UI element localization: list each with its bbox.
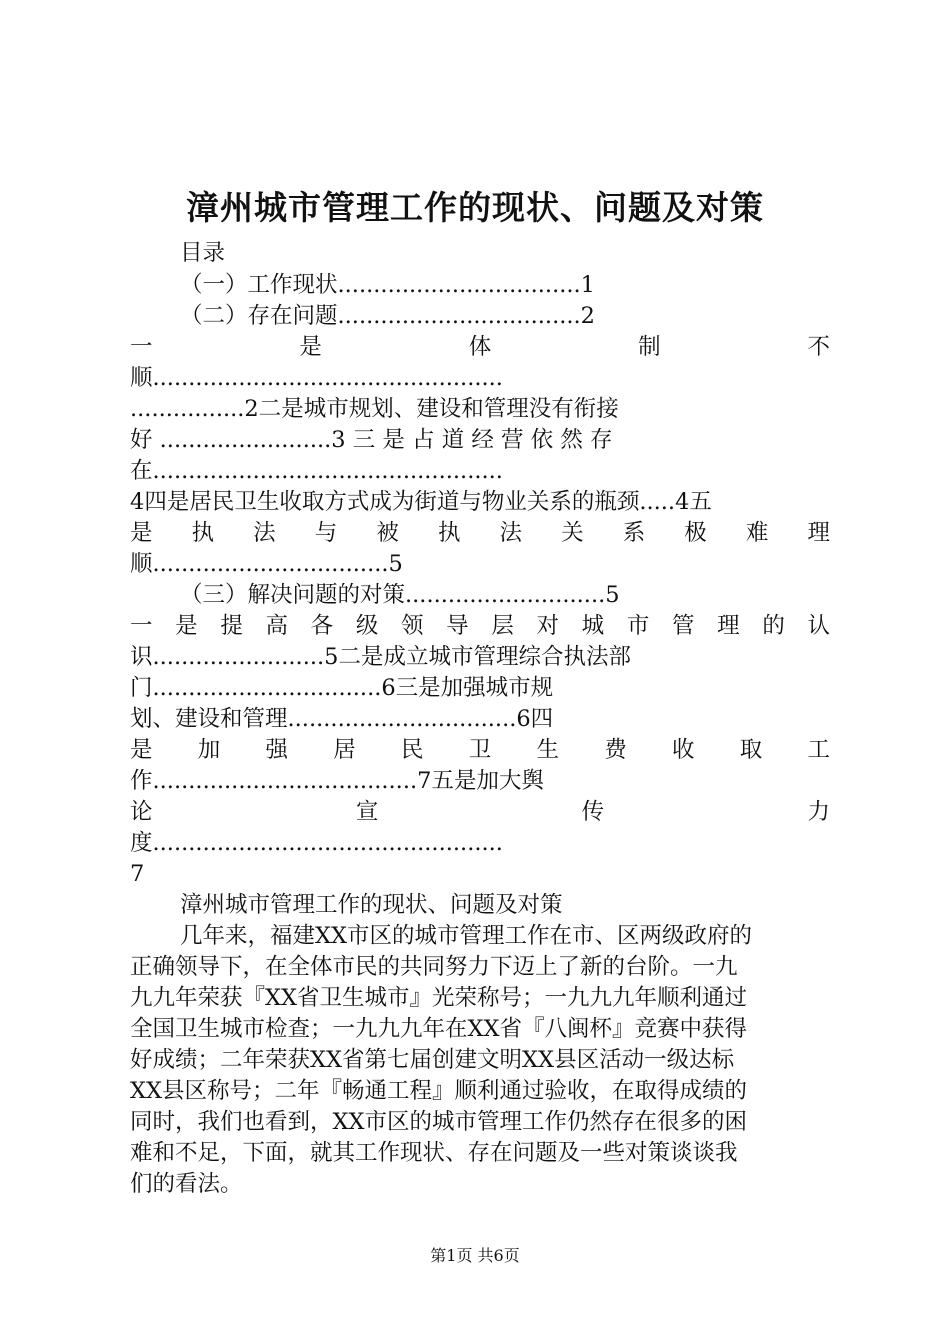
toc-line: 一 是 体 制 不 — [130, 334, 830, 360]
toc-line: 作.....................................7五是加大舆 — [130, 768, 544, 794]
body-line: 好成绩；二年荣获XX省第七届创建文明XX县区活动一级达标 — [130, 1047, 735, 1073]
toc-line: 度................................................. — [130, 830, 503, 856]
body-line: 难和不足，下面，就其工作现状、存在问题及一些对策谈谈我 — [130, 1140, 738, 1166]
toc-line: 识........................5二是成立城市管理综合执法部 — [130, 644, 631, 670]
toc-line: 顺.................................5 — [130, 551, 403, 577]
toc-line: （三）解决问题的对策............................5 — [180, 582, 620, 608]
body-line: 全国卫生城市检查；一九九九年在XX省『八闽杯』竞赛中获得 — [130, 1016, 748, 1042]
body-line: XX县区称号；二年『畅通工程』顺利通过验收，在取得成绩的 — [130, 1078, 748, 1104]
toc-line: （一）工作现状..................................1 — [180, 272, 595, 298]
body-heading: 漳州城市管理工作的现状、问题及对策 — [180, 892, 563, 918]
toc-line: 一 是 提 高 各 级 领 导 层 对 城 市 管 理 的 认 — [130, 613, 830, 639]
toc-line: 论 宣 传 力 — [130, 799, 830, 825]
toc-line: 顺................................................. — [130, 365, 503, 391]
body-line: 们的看法。 — [130, 1171, 243, 1197]
page-footer: 第1页 共6页 — [430, 1246, 520, 1265]
toc-line: 好 ........................3 三 是 占 道 经 营 依 然 存 — [130, 427, 613, 453]
toc-line: 门................................6三是加强城市规 — [130, 675, 554, 701]
toc-heading: 目录 — [180, 240, 226, 266]
document-title: 漳州城市管理工作的现状、问题及对策 — [186, 188, 764, 227]
body-line: 同时，我们也看到，XX市区的城市管理工作仍然存在很多的困 — [130, 1109, 748, 1135]
toc-line: 划、建设和管理................................6四 — [130, 706, 554, 732]
toc-line: 在................................................. — [130, 458, 503, 484]
toc-line: （二）存在问题..................................2 — [180, 303, 595, 329]
toc-line: ................2二是城市规划、建设和管理没有衔接 — [130, 396, 619, 422]
toc-line: 是 加 强 居 民 卫 生 费 收 取 工 — [130, 737, 830, 763]
toc-line: 7 — [130, 861, 145, 887]
toc-line: 4四是居民卫生收取方式成为街道与物业关系的瓶颈.....4五 — [130, 489, 712, 515]
body-line: 几年来，福建XX市区的城市管理工作在市、区两级政府的 — [180, 923, 753, 949]
body-line: 正确领导下，在全体市民的共同努力下迈上了新的台阶。一九 — [130, 954, 738, 980]
body-line: 九九年荣获『XX省卫生城市』光荣称号；一九九九年顺利通过 — [130, 985, 748, 1011]
toc-line: 是 执 法 与 被 执 法 关 系 极 难 理 — [130, 520, 830, 546]
